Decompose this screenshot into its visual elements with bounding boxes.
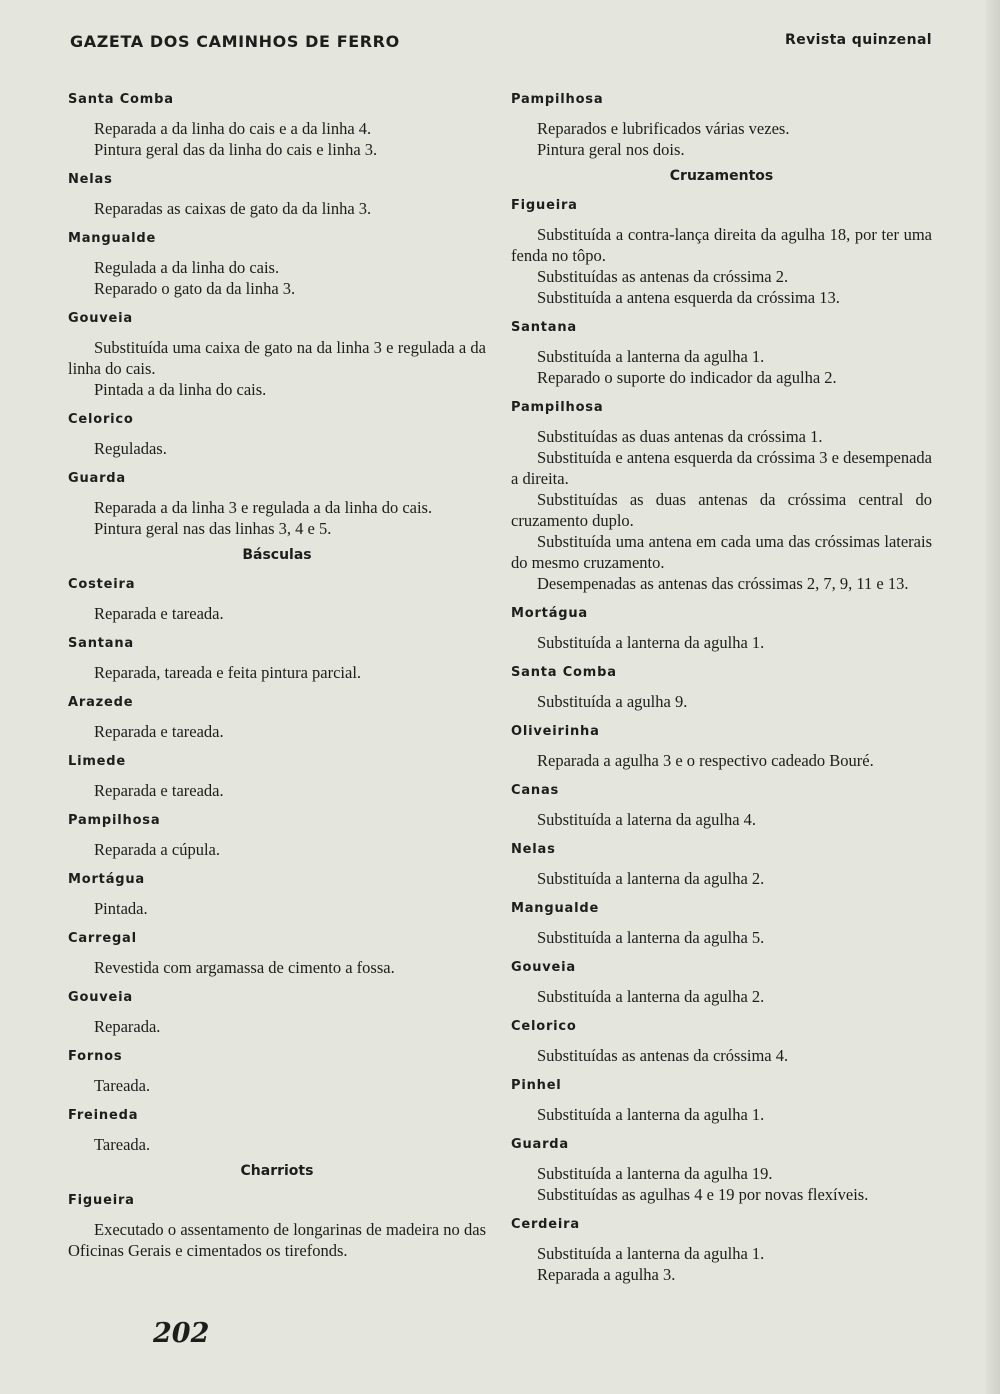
entry-text [511, 927, 932, 948]
location-heading: Santa Comba [68, 92, 174, 107]
entry-line: Substituída a antena esquerda da cróssima 13. [537, 288, 840, 307]
entry [68, 750, 486, 801]
entry-line: Reparados e lubrificados várias vezes. [537, 119, 790, 138]
section-heading-cruzamentos: Cruzamentos [669, 168, 774, 184]
location-heading: Celorico [68, 412, 134, 427]
entry [511, 661, 932, 712]
location-heading: Pampilhosa [511, 92, 604, 107]
entry-text [511, 224, 932, 308]
section-heading-basculas: Básculas [242, 547, 312, 563]
entry-line: Pintura geral das da linha do cais e linha 3. [94, 140, 378, 159]
entry-text [511, 1045, 932, 1066]
entry-text [511, 1163, 932, 1205]
entry-line: Regulada a da linha do cais. [94, 258, 280, 277]
location-heading: Figueira [511, 198, 578, 213]
location-heading: Limede [68, 754, 127, 769]
entry [511, 88, 932, 160]
location-heading: Freineda [68, 1108, 139, 1123]
entry-line: Pintura geral nas das linhas 3, 4 e 5. [94, 519, 332, 538]
entry-text [511, 426, 932, 594]
location-heading: Oliveirinha [511, 724, 600, 739]
location-heading: Guarda [511, 1137, 569, 1152]
entry-line: Reguladas. [94, 439, 167, 458]
page-edge [986, 0, 1000, 1394]
entry-line: Substituída a lanterna da agulha 1. [537, 633, 765, 652]
entry-text [511, 691, 932, 712]
entry-line: Reparada e tareada. [94, 781, 224, 800]
entry-line: Reparado o suporte do indicador da agulha 2. [537, 368, 837, 387]
entry [68, 868, 486, 919]
journal-title: GAZETA DOS CAMINHOS DE FERRO [70, 32, 400, 51]
entry-text [511, 750, 932, 771]
entry-line: Desempenadas as antenas das cróssimas 2, 7, 9, 11 e 13. [537, 574, 909, 593]
entry-line: Substituídas as duas antenas da cróssima central do cruzamento duplo. [511, 490, 932, 530]
entry-text [68, 198, 486, 219]
entry [511, 897, 932, 948]
entry-line: Substituídas as antenas da cróssima 2. [537, 267, 789, 286]
entry-text [68, 1219, 486, 1261]
entry [511, 602, 932, 653]
entry-text [68, 118, 486, 160]
entry [511, 396, 932, 594]
location-heading: Pampilhosa [68, 813, 161, 828]
entry-line: Reparado o gato da da linha 3. [94, 279, 296, 298]
entry-line: Substituída a lanterna da agulha 5. [537, 928, 765, 947]
entry [511, 720, 932, 771]
entry-line: Reparada. [94, 1017, 161, 1036]
entry-text [511, 1243, 932, 1285]
location-heading: Pinhel [511, 1078, 562, 1093]
entry-line: Reparada a da linha do cais e a da linha 4. [94, 119, 372, 138]
location-heading: Santana [68, 636, 135, 651]
entry-line: Revestida com argamassa de cimento a fossa. [94, 958, 395, 977]
entry [68, 1045, 486, 1096]
block [511, 88, 932, 160]
entry-line: Reparada, tareada e feita pintura parcial. [94, 663, 362, 682]
entry [68, 88, 486, 160]
left-column [68, 88, 486, 1269]
entry-line: Substituída a lanterna da agulha 1. [537, 347, 765, 366]
block [511, 194, 932, 1285]
entry-text [511, 1104, 932, 1125]
entry-line: Substituída a contra-lança direita da agulha 18, por ter uma fenda no tôpo. [511, 225, 932, 265]
entry-text [68, 898, 486, 919]
block [68, 88, 486, 539]
location-heading: Gouveia [68, 990, 133, 1005]
block [68, 1189, 486, 1261]
entry-line: Reparada e tareada. [94, 604, 224, 623]
entry [68, 307, 486, 400]
entry-line: Reparada a da linha 3 e regulada a da linha do cais. [94, 498, 433, 517]
entry [511, 956, 932, 1007]
entry-text [511, 118, 932, 160]
entry-text [68, 957, 486, 978]
entry-line: Substituída uma antena em cada uma das cróssimas laterais do mesmo cruzamento. [511, 532, 932, 572]
entry [511, 316, 932, 388]
entry-line: Substituída a laterna da agulha 4. [537, 810, 757, 829]
entry [68, 986, 486, 1037]
entry-text [511, 868, 932, 889]
entry-text [511, 809, 932, 830]
entry-line: Substituída a lanterna da agulha 2. [537, 987, 765, 1006]
entry-line: Reparada a cúpula. [94, 840, 220, 859]
entry [511, 1015, 932, 1066]
entry-line: Pintura geral nos dois. [537, 140, 685, 159]
location-heading: Gouveia [68, 311, 133, 326]
entry [511, 1213, 932, 1285]
entry-line: Pintada. [94, 899, 148, 918]
entry [68, 408, 486, 459]
entry [68, 168, 486, 219]
entry [68, 632, 486, 683]
location-heading: Mortágua [68, 872, 145, 887]
block [68, 573, 486, 1155]
entry-line: Reparada e tareada. [94, 722, 224, 741]
entry-line: Reparada a agulha 3 e o respectivo cadeado Bouré. [537, 751, 874, 770]
entry-text [68, 839, 486, 860]
entry-line: Tareada. [94, 1135, 151, 1154]
location-heading: Gouveia [511, 960, 576, 975]
journal-subtitle: Revista quinzenal [785, 32, 932, 48]
entry-text [68, 1075, 486, 1096]
entry-text [68, 721, 486, 742]
entry [68, 467, 486, 539]
entry-text [68, 337, 486, 400]
entry-line: Substituída a lanterna da agulha 1. [537, 1244, 765, 1263]
entry [511, 1074, 932, 1125]
entry [68, 573, 486, 624]
entry-text [511, 632, 932, 653]
running-header [70, 32, 932, 54]
section-heading-charriots: Charriots [240, 1163, 314, 1179]
entry-line: Substituída a agulha 9. [537, 692, 688, 711]
entry-text [68, 1134, 486, 1155]
location-heading: Carregal [68, 931, 137, 946]
location-heading: Mangualde [68, 231, 157, 246]
entry-text [68, 1016, 486, 1037]
location-heading: Santa Comba [511, 665, 617, 680]
entry-line: Substituídas as antenas da cróssima 4. [537, 1046, 789, 1065]
entry [68, 927, 486, 978]
location-heading: Mortágua [511, 606, 588, 621]
page-number: 202 [153, 1318, 210, 1349]
location-heading: Pampilhosa [511, 400, 604, 415]
entry-line: Substituída a lanterna da agulha 19. [537, 1164, 773, 1183]
location-heading: Cerdeira [511, 1217, 580, 1232]
location-heading: Fornos [68, 1049, 123, 1064]
location-heading: Santana [511, 320, 578, 335]
entry [68, 809, 486, 860]
entry-line: Substituídas as duas antenas da cróssima 1. [537, 427, 823, 446]
location-heading: Celorico [511, 1019, 577, 1034]
entry-text [68, 780, 486, 801]
entry-text [68, 497, 486, 539]
entry-line: Tareada. [94, 1076, 151, 1095]
entry [511, 1133, 932, 1205]
entry-line: Substituída uma caixa de gato na da linha 3 e regulada a da linha do cais. [68, 338, 486, 378]
location-heading: Arazede [68, 695, 134, 710]
location-heading: Figueira [68, 1193, 135, 1208]
entry-line: Reparadas as caixas de gato da da linha 3. [94, 199, 372, 218]
entry-line: Substituída e antena esquerda da cróssima 3 e desempenada a direita. [511, 448, 932, 488]
entry [68, 1189, 486, 1261]
location-heading: Canas [511, 783, 560, 798]
location-heading: Guarda [68, 471, 126, 486]
entry-text [68, 603, 486, 624]
entry-line: Pintada a da linha do cais. [94, 380, 267, 399]
entry-line: Executado o assentamento de longarinas de madeira no das Oficinas Gerais e cimentados os tirefonds. [68, 1220, 486, 1260]
entry-line: Reparada a agulha 3. [537, 1265, 676, 1284]
entry-text [68, 257, 486, 299]
location-heading: Costeira [68, 577, 136, 592]
entry-line: Substituída a lanterna da agulha 2. [537, 869, 765, 888]
entry-line: Substituídas as agulhas 4 e 19 por novas flexíveis. [537, 1185, 869, 1204]
location-heading: Nelas [68, 172, 113, 187]
entry [68, 227, 486, 299]
entry-text [511, 986, 932, 1007]
entry-text [68, 662, 486, 683]
entry [511, 779, 932, 830]
location-heading: Nelas [511, 842, 556, 857]
right-column [511, 88, 932, 1293]
entry [511, 838, 932, 889]
entry-line: Substituída a lanterna da agulha 1. [537, 1105, 765, 1124]
entry-text [68, 438, 486, 459]
entry-text [511, 346, 932, 388]
location-heading: Mangualde [511, 901, 600, 916]
entry [68, 691, 486, 742]
entry [511, 194, 932, 308]
entry [68, 1104, 486, 1155]
